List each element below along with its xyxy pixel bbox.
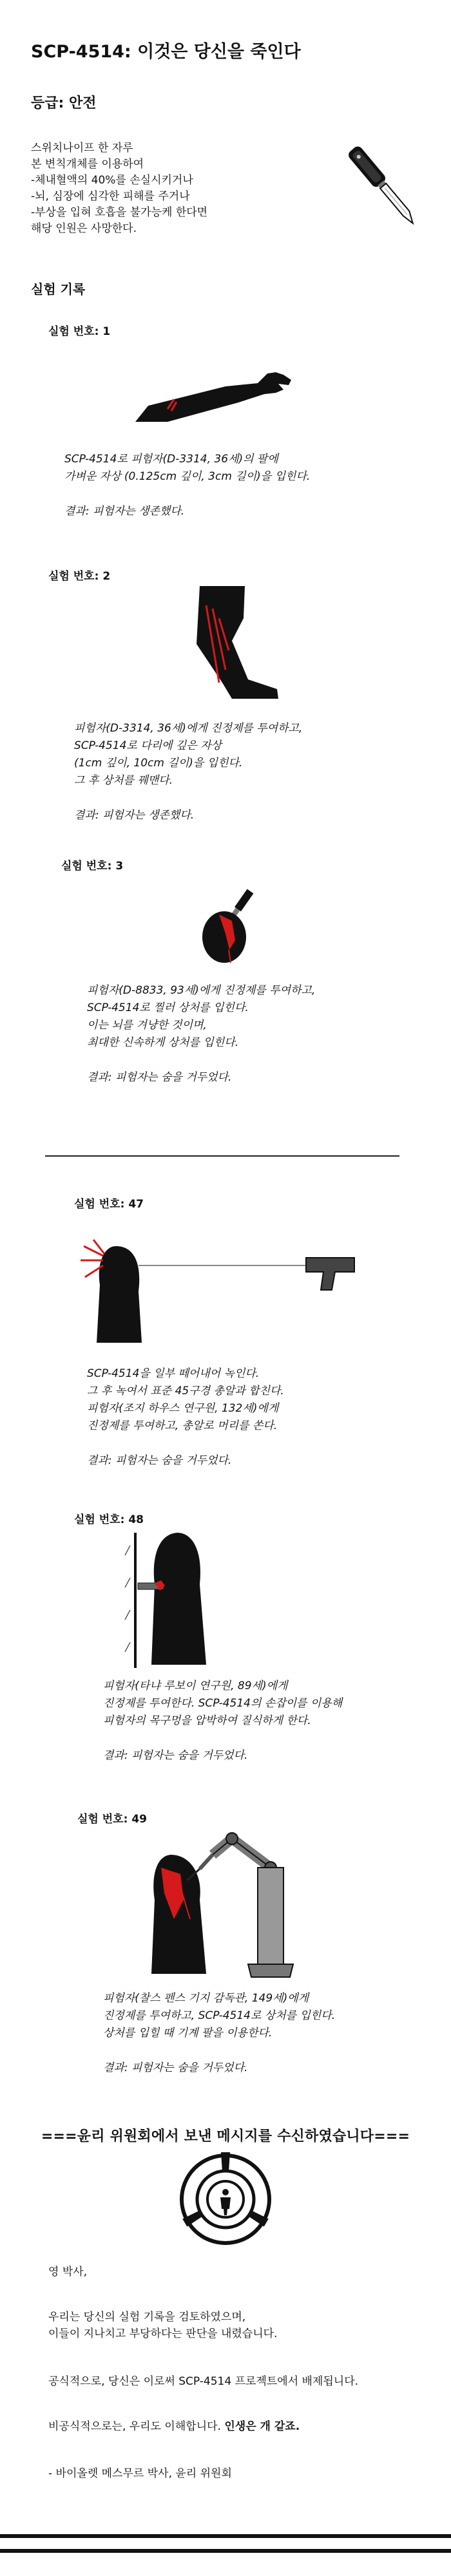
- experiment-line: 피험자의 목구멍을 압박하여 질식하게 한다.: [103, 1714, 311, 1727]
- experiment-line: 피험자(조지 하우스 연구원, 132세)에게: [87, 1402, 279, 1415]
- experiment-49-text: [103, 1990, 335, 2077]
- experiment-result: 결과: 피험자는 숨을 거두었다.: [103, 2061, 248, 2074]
- experiment-1-label: 실험 번호: 1: [48, 325, 111, 338]
- experiment-47-label: 실험 번호: 47: [74, 1198, 144, 1211]
- intro-line: 해당 인원은 사망한다.: [31, 222, 137, 235]
- experiment-line: 이는 뇌를 겨냥한 것이며,: [87, 1019, 207, 1032]
- experiment-line: 진정제를 투여한다. SCP-4514의 손잡이를 이용해: [103, 1697, 343, 1710]
- intro-line: -뇌, 심장에 심각한 피해를 주거나: [31, 190, 190, 203]
- experiment-2-label: 실험 번호: 2: [48, 570, 111, 583]
- experiment-line: 그 후 녹여서 표준 45구경 총알과 합친다.: [87, 1385, 284, 1397]
- experiment-line: 피험자(D-3314, 36세)에게 진정제를 투여하고,: [74, 722, 303, 735]
- experiment-48-text: [103, 1678, 342, 1765]
- letter-signature: - 바이올렛 메스무르 박사, 윤리 위원회: [48, 2467, 232, 2480]
- gunshot-illustration: [77, 1220, 361, 1349]
- experiment-line: (1cm 깊이, 10cm 길이)을 입힌다.: [74, 757, 243, 770]
- experiment-line: SCP-4514로 다리에 깊은 자상: [74, 739, 222, 752]
- letter-unofficial-emphasis: 인생은 개 같죠.: [224, 2420, 300, 2433]
- experiment-49-label: 실험 번호: 49: [77, 1813, 147, 1826]
- section-divider: [45, 1155, 399, 1157]
- experiment-48-label: 실험 번호: 48: [74, 1513, 144, 1526]
- experiment-result: 결과: 피험자는 생존했다.: [64, 505, 185, 518]
- choking-illustration: [122, 1526, 225, 1668]
- letter-official: 공식적으로, 당신은 이로써 SCP-4514 프로젝트에서 배제됩니다.: [48, 2375, 359, 2388]
- ethics-heading: ===윤리 위원회에서 보낸 메시지를 수신하였습니다===: [41, 2128, 410, 2145]
- section-title: 실험 기록: [31, 281, 86, 297]
- experiment-line: 진정제를 투여하고, SCP-4514로 상처를 입힌다.: [103, 2009, 336, 2022]
- switchblade-illustration: [322, 129, 432, 238]
- letter-greeting: 영 박사,: [48, 2266, 88, 2278]
- experiment-line: 진정제를 투여하고, 총알로 머리를 쏜다.: [87, 1419, 278, 1432]
- arm-illustration: [129, 361, 296, 431]
- experiment-result: 결과: 피험자는 생존했다.: [74, 809, 195, 822]
- page-title: SCP-4514: 이것은 당신을 죽인다: [31, 42, 301, 62]
- experiment-line: 가벼운 자상 (0.125cm 깊이, 3cm 길이)을 입힌다.: [64, 470, 311, 483]
- letter-body: [48, 2309, 277, 2342]
- intro-line: -부상을 입혀 호흡을 불가능케 한다면: [31, 206, 208, 219]
- experiment-47-text: [87, 1365, 284, 1470]
- intro-line: 스위치나이프 한 자루: [31, 142, 133, 155]
- intro-text: [31, 140, 207, 237]
- leg-illustration: [161, 580, 290, 702]
- experiment-result: 결과: 피험자는 숨을 거두었다.: [87, 1071, 232, 1084]
- experiment-3-label: 실험 번호: 3: [61, 860, 124, 873]
- experiment-line: 상처를 입힐 때 기계 팔을 이용한다.: [103, 2027, 273, 2040]
- experiment-line: 최대한 신속하게 상처를 입힌다.: [87, 1036, 239, 1049]
- intro-line: -체내혈액의 40%를 손실시키거나: [31, 174, 193, 187]
- mechanical-arm-illustration: [135, 1829, 316, 1984]
- letter-unofficial-text: 비공식적으로는, 우리도 이해합니다.: [48, 2420, 225, 2433]
- bottom-bar: [0, 2534, 451, 2538]
- letter-line: 우리는 당신의 실험 기록을 검토하였으며,: [48, 2311, 246, 2324]
- experiment-2-text: [74, 720, 302, 824]
- experiment-line: 피험자(타냐 루보이 연구원, 89세)에게: [103, 1680, 288, 1692]
- intro-line: 본 변칙개체를 이용하여: [31, 158, 144, 171]
- scp-logo-icon: [177, 2151, 274, 2248]
- object-class: 등급: 안전: [31, 95, 97, 111]
- experiment-line: SCP-4514로 피험자(D-3314, 36세)의 팔에: [64, 453, 278, 466]
- letter-line: 이들이 지나치고 부당하다는 판단을 내렸습니다.: [48, 2327, 278, 2340]
- bottom-bar: [0, 2549, 451, 2553]
- experiment-line: SCP-4514로 찔러 상처를 입힌다.: [87, 1001, 249, 1014]
- experiment-result: 결과: 피험자는 숨을 거두었다.: [103, 1749, 248, 1762]
- head-stab-illustration: [193, 889, 271, 966]
- experiment-line: 그 후 상처를 꿰맨다.: [74, 774, 173, 787]
- experiment-line: 피험자(D-8833, 93세)에게 진정제를 투여하고,: [87, 984, 316, 997]
- experiment-1-text: [64, 451, 310, 520]
- experiment-line: SCP-4514을 일부 떼어내어 녹인다.: [87, 1367, 260, 1380]
- letter-unofficial: [48, 2418, 300, 2435]
- experiment-line: 피험자(찰스 펜스 기지 감독관, 149세)에게: [103, 1992, 309, 2005]
- experiment-3-text: [87, 982, 315, 1086]
- experiment-result: 결과: 피험자는 숨을 거두었다.: [87, 1454, 232, 1467]
